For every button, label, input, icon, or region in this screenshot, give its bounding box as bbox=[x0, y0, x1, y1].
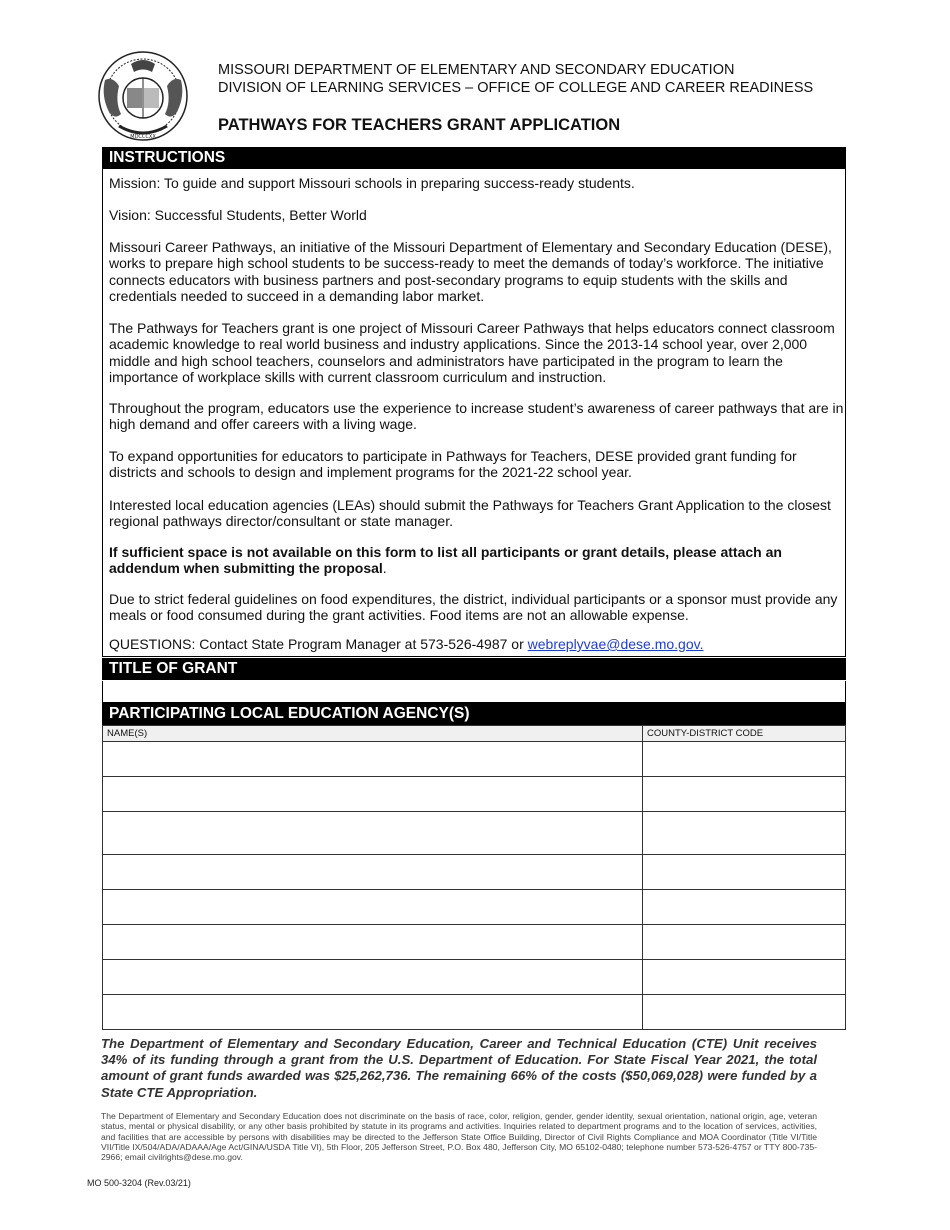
nondiscrimination-statement: The Department of Elementary and Secondary Education does not discriminate on the basis of race, color, religion, gender, gender identity, sexual orientation, national origin, age, veteran status, mental or physical disability, or any other basis prohibited by statute in its programs and activities. Inquiries related to department programs and to the location of services, activities, and facilities that are accessible by persons with disabilities may be directed to the Jefferson State Office Building, Director of Civil Rights Compliance and MOA Coordinator (Title VI/Title VII/Title IX/504/ADA/ADAAA/Age Act/GINA/USDA Title VI), 5th Floor, 205 Jefferson Street, P.O. Box 480, Jefferson City, MO 65102-0480; telephone number 573-526-4757 or TTY 800-735-2966; email civilrights@dese.mo.gov. bbox=[101, 1111, 817, 1163]
lea-table bbox=[102, 725, 846, 1030]
name-column-header: NAME(S) bbox=[103, 726, 643, 742]
name-cell[interactable] bbox=[103, 812, 643, 855]
table-row bbox=[103, 925, 846, 960]
table-row bbox=[103, 855, 846, 890]
table-row bbox=[103, 812, 846, 855]
table-row bbox=[103, 960, 846, 995]
code-cell[interactable] bbox=[643, 777, 846, 812]
code-cell[interactable] bbox=[643, 925, 846, 960]
title-of-grant-field[interactable] bbox=[102, 681, 846, 703]
funding-opportunity-paragraph: To expand opportunities for educators to participate in Pathways for Teachers, DESE provided grant funding for districts and schools to design and implement programs for the 2021-22 school year. bbox=[109, 448, 797, 481]
vision-text: Vision: Successful Students, Better World bbox=[109, 207, 367, 223]
grant-paragraph: The Pathways for Teachers grant is one project of Missouri Career Pathways that helps educators connect classroom academic knowledge to real world business and industry applications. Since the 2013-14 school year, over 2,000 middle and high school teachers, counselors and administrators have participated in the program to learn the importance of workplace skills with current classroom curriculum and instruction. bbox=[109, 320, 835, 385]
pathways-paragraph: Missouri Career Pathways, an initiative of the Missouri Department of Elementary and Secondary Education (DESE), works to prepare high school students to be success-ready to meet the demands of today’s workforce. The initiative connects educators with business partners and post-secondary programs to equip students with the skills and credentials needed to succeed in a demanding labor market. bbox=[109, 239, 832, 304]
table-row bbox=[103, 890, 846, 925]
svg-text:MDCCCXX: MDCCCXX bbox=[130, 134, 156, 140]
name-cell[interactable] bbox=[103, 925, 643, 960]
page-title: PATHWAYS FOR TEACHERS GRANT APPLICATION bbox=[218, 116, 621, 134]
code-column-header: COUNTY-DISTRICT CODE bbox=[643, 726, 846, 742]
submission-paragraph: Interested local education agencies (LEAs) should submit the Pathways for Teachers Grant Application to the closest regional pathways director/consultant or state manager. bbox=[109, 497, 831, 530]
questions-line bbox=[109, 636, 845, 652]
code-cell[interactable] bbox=[643, 812, 846, 855]
funding-statement: The Department of Elementary and Secondary Education, Career and Technical Education (CTE) Unit receives 34% of its funding through a grant from the U.S. Department of Education. For State Fiscal Year 2021, the total amount of grant funds awarded was $25,262,736. The remaining 66% of the costs ($50,069,028) were funded by a State CTE Appropriation. bbox=[101, 1036, 817, 1100]
program-paragraph: Throughout the program, educators use the experience to increase student’s awareness of career pathways that are in high demand and offer careers with a living wage. bbox=[109, 400, 844, 433]
mission-text: Mission: To guide and support Missouri schools in preparing success-ready students. bbox=[109, 175, 635, 191]
form-number: MO 500-3204 (Rev.03/21) bbox=[87, 1178, 191, 1188]
table-header-row bbox=[103, 726, 846, 742]
code-cell[interactable] bbox=[643, 890, 846, 925]
code-cell[interactable] bbox=[643, 960, 846, 995]
title-of-grant-heading: TITLE OF GRANT bbox=[102, 658, 846, 680]
department-name: MISSOURI DEPARTMENT OF ELEMENTARY AND SECONDARY EDUCATION bbox=[218, 62, 735, 78]
table-row bbox=[103, 742, 846, 777]
name-cell[interactable] bbox=[103, 777, 643, 812]
code-cell[interactable] bbox=[643, 995, 846, 1030]
instructions-heading: INSTRUCTIONS bbox=[102, 147, 846, 169]
name-cell[interactable] bbox=[103, 890, 643, 925]
missouri-seal-icon bbox=[97, 50, 189, 142]
email-link[interactable]: webreplyvae@dese.mo.gov. bbox=[527, 636, 704, 652]
lea-heading: PARTICIPATING LOCAL EDUCATION AGENCY(S) bbox=[102, 703, 846, 725]
code-cell[interactable] bbox=[643, 742, 846, 777]
addendum-note bbox=[109, 544, 845, 577]
code-cell[interactable] bbox=[643, 855, 846, 890]
name-cell[interactable] bbox=[103, 742, 643, 777]
division-name: DIVISION OF LEARNING SERVICES – OFFICE OF COLLEGE AND CAREER READINESS bbox=[218, 80, 814, 96]
name-cell[interactable] bbox=[103, 855, 643, 890]
addendum-note-bold: If sufficient space is not available on this form to list all participants or grant details, please attach an addendum when submitting the proposal bbox=[109, 544, 782, 577]
addendum-note-period: . bbox=[382, 560, 387, 577]
table-row bbox=[103, 995, 846, 1030]
table-row bbox=[103, 777, 846, 812]
food-paragraph: Due to strict federal guidelines on food expenditures, the district, individual participants or a sponsor must provide any meals or food consumed during the grant activities. Food items are not an allowable expense. bbox=[109, 591, 838, 624]
questions-text: QUESTIONS: Contact State Program Manager at 573-526-4987 or bbox=[109, 636, 528, 652]
name-cell[interactable] bbox=[103, 995, 643, 1030]
name-cell[interactable] bbox=[103, 960, 643, 995]
